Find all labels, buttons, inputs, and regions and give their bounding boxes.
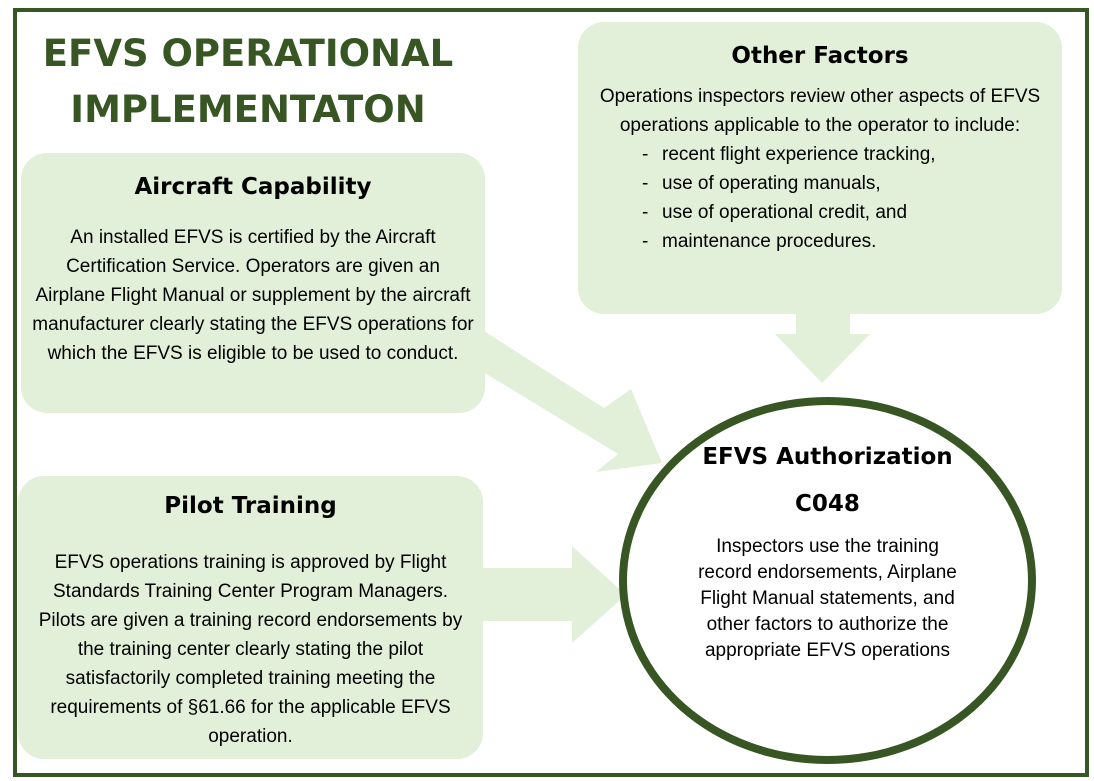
list-item: - recent flight experience tracking, [642,140,1052,169]
other-factors-intro: Operations inspectors review other aspects of EFVS operations applicable to the operator to include: [599,86,1041,136]
efvs-authorization-code: C048 [795,491,860,517]
aircraft-capability-heading: Aircraft Capability [134,174,372,200]
other-factors-list [642,140,1052,256]
efvs-authorization-heading: EFVS Authorization [702,444,953,470]
other-factors-box [578,22,1062,314]
page-title [28,26,468,138]
pilot-training-text: EFVS operations training is approved by Flight Standards Training Center Program Managers. Pilots are given a training record endorsements by the training center clearly stating the pilot satisfactorily completed training meeting the requirements of §61.66 for the applicable EFVS operation. [38,552,463,747]
pilot-training-heading: Pilot Training [164,493,337,519]
efvs-authorization-circle [619,397,1036,764]
page-title-line-2: IMPLEMENTATON [70,88,426,131]
aircraft-capability-text: An installed EFVS is certified by the Aircraft Certification Service. Operators are given an Airplane Flight Manual or supplement by the aircraft manufacturer clearly stating the EFVS operations for which the EFVS is eligible to be used to conduct. [32,227,474,364]
list-item: - maintenance procedures. [642,227,1052,256]
other-factors-heading: Other Factors [731,43,909,69]
list-item: - use of operational credit, and [642,198,1052,227]
aircraft-capability-box [21,153,485,413]
page-title-line-1: EFVS OPERATIONAL [42,32,454,75]
pilot-training-box [18,476,483,759]
list-item: - use of operating manuals, [642,169,1052,198]
efvs-authorization-text: Inspectors use the training record endorsements, Airplane Flight Manual statements, and other factors to authorize the appropriate EFVS operations [698,536,957,661]
arrow-training-to-authorization [470,546,626,643]
